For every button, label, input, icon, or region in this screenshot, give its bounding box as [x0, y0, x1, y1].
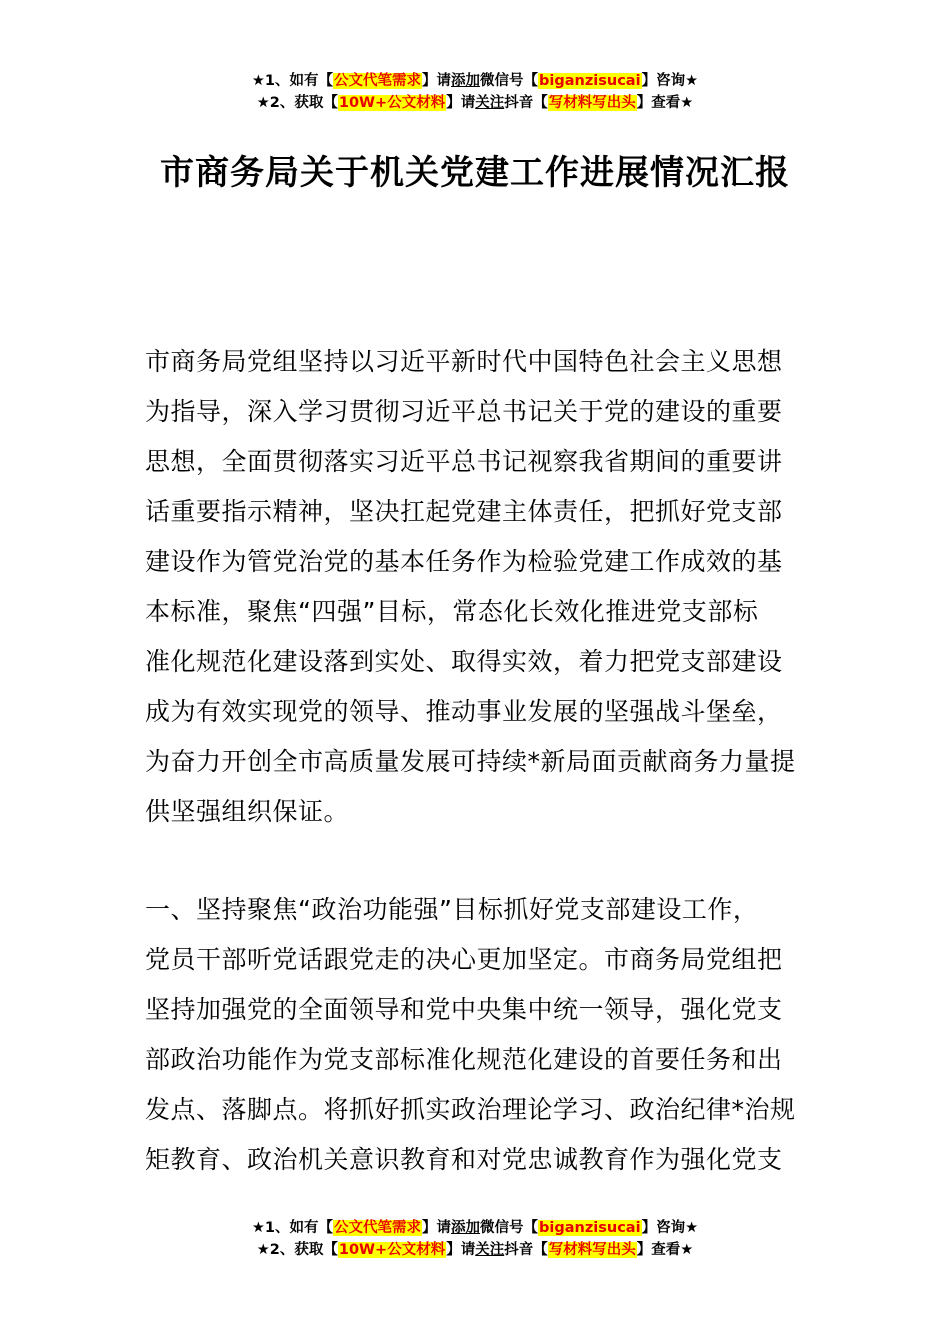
- text-line: 为指导，深入学习贯彻习近平总书记关于党的建设的重要: [145, 397, 783, 426]
- text-line: 市商务局党组坚持以习近平新时代中国特色社会主义思想: [145, 347, 783, 376]
- footer-banner: [0, 1217, 950, 1261]
- banner-highlight: biganzisucai: [539, 1220, 641, 1236]
- banner-text: 】咨询★: [641, 73, 699, 89]
- text-line: 成为有效实现党的领导、推动事业发展的坚强战斗堡垒，: [145, 697, 783, 726]
- text-line: 准化规范化建设落到实处、取得实效，着力把党支部建设: [145, 647, 783, 676]
- text-line: 党员干部听党话跟党走的决心更加坚定。市商务局党组把: [145, 945, 783, 974]
- banner-highlight: biganzisucai: [539, 73, 641, 89]
- text-line: 本标准，聚焦“四强”目标，常态化长效化推进党支部标: [145, 597, 759, 626]
- text-line: 矩教育、政治机关意识教育和对党忠诚教育作为强化党支: [145, 1145, 783, 1174]
- banner-underline: 添加: [451, 1220, 481, 1236]
- banner-line-1: [0, 1217, 950, 1239]
- banner-text: 微信号【: [480, 73, 539, 89]
- banner-highlight: 写材料写出头: [548, 95, 636, 111]
- text-line: 发点、落脚点。将抓好抓实政治理论学习、政治纪律*治规: [145, 1095, 796, 1124]
- document-title: 市商务局关于机关党建工作进展情况汇报: [160, 153, 790, 193]
- text-line: 建设作为管党治党的基本任务作为检验党建工作成效的基: [145, 547, 783, 576]
- banner-text: 】请: [422, 1220, 452, 1236]
- banner-text: ★1、如有【: [251, 73, 334, 89]
- header-banner: [0, 70, 950, 114]
- section-heading-line: 一、坚持聚焦“政治功能强”目标抓好党支部建设工作，: [145, 895, 759, 924]
- text-line: 话重要指示精神，坚决扛起党建主体责任，把抓好党支部: [145, 497, 783, 526]
- banner-line-2: [0, 92, 950, 114]
- text-line: 思想，全面贯彻落实习近平总书记视察我省期间的重要讲: [145, 447, 783, 476]
- text-line: 部政治功能作为党支部标准化规范化建设的首要任务和出: [145, 1045, 783, 1074]
- banner-highlight: 10W+公文材料: [338, 95, 446, 111]
- banner-text: ★1、如有【: [251, 1220, 334, 1236]
- banner-text: 抖音【: [504, 95, 548, 111]
- banner-line-1: [0, 70, 950, 92]
- text-line: 供坚强组织保证。: [145, 797, 350, 826]
- text-line: 为奋力开创全市高质量发展可持续*新局面贡献商务力量提: [145, 747, 796, 776]
- banner-highlight: 10W+公文材料: [338, 1242, 446, 1258]
- banner-text: 微信号【: [480, 1220, 539, 1236]
- banner-underline: 关注: [475, 1242, 505, 1258]
- banner-text: ★2、获取【: [256, 95, 338, 111]
- body-paragraph-2: [145, 885, 809, 1185]
- banner-highlight: 公文代笔需求: [334, 1220, 422, 1236]
- banner-text: 抖音【: [504, 1242, 548, 1258]
- banner-text: 】请: [422, 73, 452, 89]
- banner-highlight: 公文代笔需求: [334, 73, 422, 89]
- banner-highlight: 写材料写出头: [548, 1242, 636, 1258]
- banner-line-2: [0, 1239, 950, 1261]
- banner-text: 】查看★: [636, 95, 694, 111]
- banner-text: 】请: [446, 95, 476, 111]
- body-paragraph-1: [145, 337, 809, 837]
- banner-text: 】查看★: [636, 1242, 694, 1258]
- banner-underline: 关注: [475, 95, 505, 111]
- banner-text: 】咨询★: [641, 1220, 699, 1236]
- text-line: 坚持加强党的全面领导和党中央集中统一领导，强化党支: [145, 995, 783, 1024]
- banner-underline: 添加: [451, 73, 481, 89]
- banner-text: 】请: [446, 1242, 476, 1258]
- banner-text: ★2、获取【: [256, 1242, 338, 1258]
